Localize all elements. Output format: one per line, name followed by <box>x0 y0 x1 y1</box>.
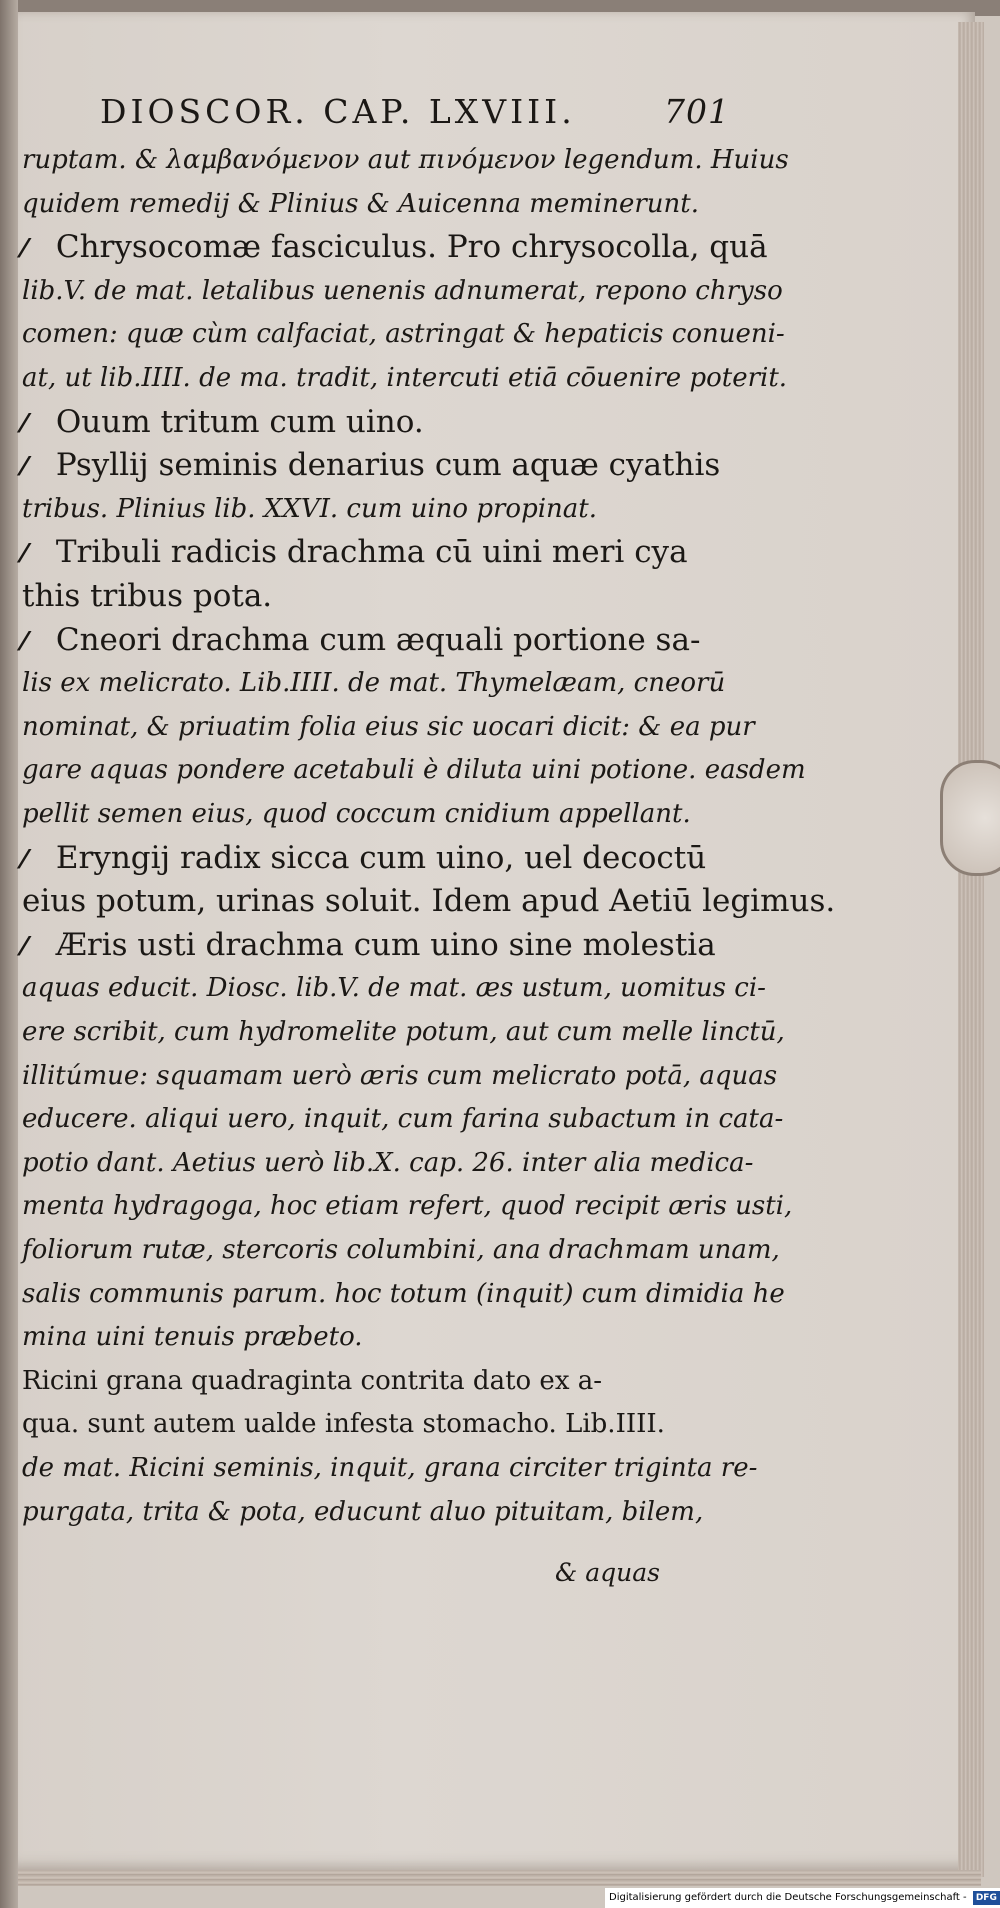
text-line <box>22 1056 777 1100</box>
line-text: menta hydragoga, hoc etiam refert, quod recipit æris usti, <box>22 1191 793 1222</box>
line-text: lib.V. de mat. letalibus uenenis adnumerat, repono chryso <box>22 275 783 306</box>
text-line <box>22 489 597 533</box>
text-line <box>22 1099 783 1143</box>
text-line <box>22 838 706 882</box>
line-text: ruptam. & λαμβανόμενον aut πινόμενον legendum. Huius <box>22 145 789 175</box>
text-line <box>22 1317 363 1361</box>
text-line <box>22 794 691 838</box>
text-line <box>22 925 716 969</box>
line-text: Eryngij radix sicca cum uino, uel decoctū <box>55 839 707 876</box>
text-line <box>22 402 424 446</box>
line-text: qua. sunt autem ualde infesta stomacho. Lib.IIII. <box>22 1409 665 1440</box>
page-bottom-edges <box>16 1870 981 1886</box>
paragraph-mark-icon: ⁄ <box>22 408 27 439</box>
line-text: Chrysocomæ fasciculus. Pro chrysocolla, quā <box>55 229 768 266</box>
folio-number: 701 <box>664 92 730 131</box>
text-line <box>22 271 783 315</box>
text-line <box>22 663 725 707</box>
line-text: comen: quæ cùm calfaciat, astringat & hepaticis conueni- <box>22 319 785 350</box>
text-line <box>22 314 785 358</box>
line-text: tribus. Plinius lib. XXVI. cum uino propinat. <box>22 493 597 524</box>
text-line <box>22 227 768 271</box>
text-line <box>22 532 688 576</box>
book-clasp <box>940 760 1000 876</box>
line-text: Psyllij seminis denarius cum aquæ cyathis <box>55 447 721 484</box>
text-line <box>22 445 720 489</box>
line-text: Ricini grana quadraginta contrita dato ex a- <box>22 1365 603 1396</box>
line-text: this tribus pota. <box>22 578 273 614</box>
line-text: Æris usti drachma cum uino sine molestia <box>55 926 716 963</box>
paragraph-mark-icon: ⁄ <box>22 931 27 962</box>
text-line <box>22 750 806 794</box>
catchword: & aquas <box>555 1558 660 1587</box>
text-line <box>22 1012 785 1056</box>
line-text: foliorum rutæ, stercoris columbini, ana drachmam unam, <box>22 1235 780 1265</box>
line-text: quidem remedij & Plinius & Auicenna meminerunt. <box>22 188 699 219</box>
line-text: Tribuli radicis drachma cū uini meri cya <box>55 534 688 571</box>
line-text: eius potum, urinas soluit. Idem apud Aetiū legimus. <box>22 883 836 920</box>
digitization-credit <box>605 1888 1000 1908</box>
line-text: potio dant. Aetius uerò lib.X. cap. 26. inter alia medica- <box>22 1147 754 1178</box>
paragraph-mark-icon: ⁄ <box>22 234 27 265</box>
credit-text: Digitalisierung gefördert durch die Deutsche Forschungsgemeinschaft - <box>609 1892 967 1903</box>
text-line <box>22 968 766 1012</box>
paragraph-mark-icon: ⁄ <box>22 626 27 657</box>
line-text: salis communis parum. hoc totum (inquit) cum dimidia he <box>22 1278 785 1309</box>
text-line <box>22 358 787 402</box>
text-line <box>22 1230 780 1274</box>
paragraph-mark-icon: ⁄ <box>22 539 27 570</box>
line-text: mina uini tenuis præbeto. <box>22 1322 363 1353</box>
text-line <box>22 576 272 620</box>
line-text: lis ex melicrato. Lib.IIII. de mat. Thymelæam, cneorū <box>22 668 726 699</box>
text-line <box>22 620 700 664</box>
dfg-logo-icon: DFG <box>973 1891 1000 1905</box>
text-line <box>22 1404 665 1448</box>
text-line <box>22 707 755 751</box>
text-line <box>22 1448 757 1492</box>
text-line <box>22 1361 602 1405</box>
paragraph-mark-icon: ⁄ <box>22 452 27 483</box>
line-text: Cneori drachma cum æquali portione sa- <box>55 621 701 658</box>
line-text: pellit semen eius, quod coccum cnidium appellant. <box>22 799 691 829</box>
text-line <box>22 1186 792 1230</box>
line-text: illitúmue: squamam uerò æris cum melicrato potā, aquas <box>22 1060 778 1091</box>
line-text: gare aquas pondere acetabuli è diluta uini potione. easdem <box>22 755 806 786</box>
text-line <box>22 1143 753 1187</box>
line-text: aquas educit. Diosc. lib.V. de mat. æs ustum, uomitus ci- <box>22 973 766 1004</box>
text-line <box>22 1274 785 1318</box>
text-line <box>22 1492 703 1536</box>
line-text: purgata, trita & pota, educunt aluo pituitam, bilem, <box>22 1496 704 1527</box>
line-text: Ouum tritum cum uino. <box>55 403 424 440</box>
running-title: DIOSCOR. CAP. LXVIII. <box>100 92 576 131</box>
running-header <box>100 92 730 144</box>
page-edges <box>958 22 984 1877</box>
text-line <box>22 184 699 228</box>
line-text: de mat. Ricini seminis, inquit, grana circiter triginta re- <box>22 1453 758 1483</box>
book-binding <box>0 0 18 1908</box>
paragraph-mark-icon: ⁄ <box>22 844 27 875</box>
line-text: ere scribit, cum hydromelite potum, aut cum melle linctū, <box>22 1017 785 1047</box>
text-line <box>22 881 835 925</box>
line-text: nominat, & priuatim folia eius sic uocari dicit: & ea pur <box>22 711 755 742</box>
text-line <box>22 140 789 184</box>
line-text: educere. aliqui uero, inquit, cum farina subactum in cata- <box>22 1104 784 1135</box>
line-text: at, ut lib.IIII. de ma. tradit, intercuti etiā cōuenire poterit. <box>22 363 788 393</box>
